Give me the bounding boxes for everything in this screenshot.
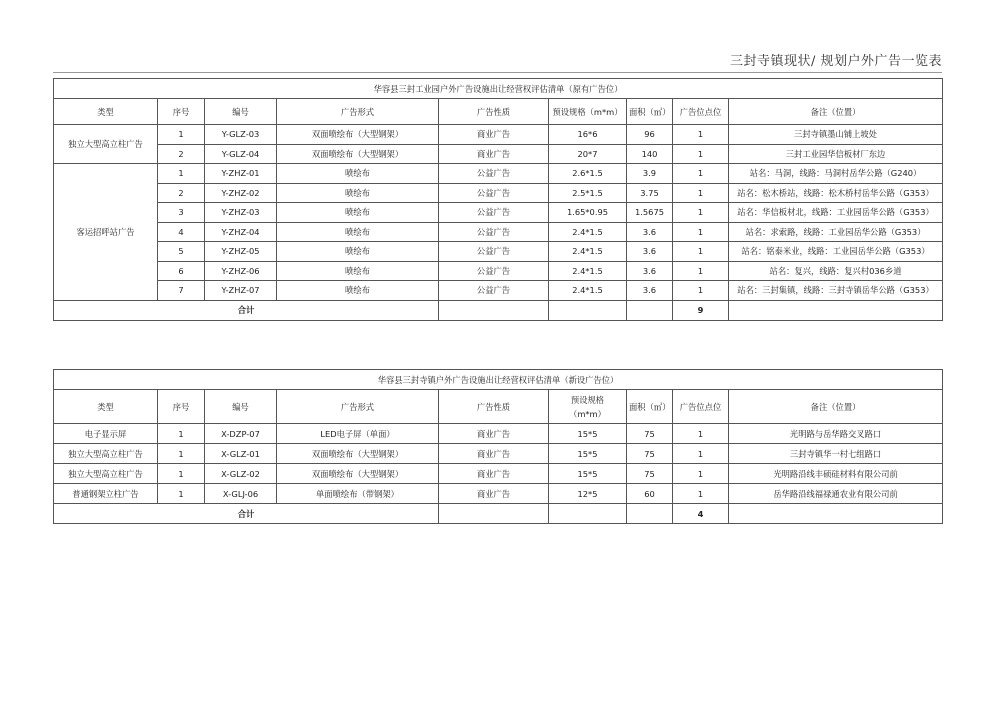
table-cell: 96: [627, 125, 673, 145]
table-row: [54, 164, 943, 184]
table-cell: 75: [627, 464, 673, 484]
table-cell: Y-ZHZ-03: [205, 203, 277, 223]
table-cell: [627, 504, 673, 524]
table-cell: 2.4*1.5: [549, 222, 627, 242]
table-cell: [729, 504, 943, 524]
table-title-row: [54, 370, 943, 390]
table-cell: 3.6: [627, 281, 673, 301]
table-row: [54, 281, 943, 301]
table-cell: 站名：求索路，线路：工业园岳华公路（G353）: [729, 222, 943, 242]
column-header: 类型: [54, 99, 158, 125]
column-header: 序号: [158, 390, 205, 424]
table-cell: 1: [673, 183, 729, 203]
column-header: 序号: [158, 99, 205, 125]
table-cell: 3.6: [627, 242, 673, 262]
table-cell: 1: [673, 125, 729, 145]
table-cell: 1: [158, 464, 205, 484]
table-cell: 喷绘布: [277, 261, 439, 281]
table-cell: [439, 504, 549, 524]
table-cell: 公益广告: [439, 242, 549, 262]
column-header: 面积（㎡）: [627, 390, 673, 424]
table-cell: 20*7: [549, 144, 627, 164]
table-cell: 公益广告: [439, 203, 549, 223]
table-cell: 1: [158, 164, 205, 184]
table-header-row: [54, 99, 943, 125]
column-header: 面积（㎡）: [627, 99, 673, 125]
table-cell: 站名：铭泰米业，线路：工业园岳华公路（G353）: [729, 242, 943, 262]
table-cell: 双面喷绘布（大型钢架）: [277, 125, 439, 145]
table-cell: 1: [158, 444, 205, 464]
table-row: [54, 261, 943, 281]
table-cell: 独立大型高立柱广告: [54, 464, 158, 484]
table-cell: 单面喷绘布（带钢架）: [277, 484, 439, 504]
table-row: [54, 203, 943, 223]
table-cell: 1: [673, 164, 729, 184]
table-cell: 站名：三封集镇，线路：三封寺镇岳华公路（G353）: [729, 281, 943, 301]
table-cell: 独立大型高立柱广告: [54, 444, 158, 464]
table-cell: 2: [158, 183, 205, 203]
column-header: 编号: [205, 99, 277, 125]
table-cell: 商业广告: [439, 424, 549, 444]
table-new-ad-sites: [53, 369, 943, 524]
table-cell: 双面喷绘布（大型钢架）: [277, 464, 439, 484]
table-cell: 16*6: [549, 125, 627, 145]
table-cell: Y-GLZ-03: [205, 125, 277, 145]
table-cell: 2: [158, 144, 205, 164]
table-cell: 双面喷绘布（大型钢架）: [277, 444, 439, 464]
table-cell: 1: [673, 203, 729, 223]
column-header: 广告形式: [277, 390, 439, 424]
table-cell: 公益广告: [439, 183, 549, 203]
table-cell: 商业广告: [439, 484, 549, 504]
table-title-row: [54, 79, 943, 99]
table-cell: 1: [673, 242, 729, 262]
table-cell: 2.4*1.5: [549, 261, 627, 281]
table-cell: X-GLZ-01: [205, 444, 277, 464]
table-cell: 1: [673, 144, 729, 164]
table-cell: 1: [673, 444, 729, 464]
table-cell: Y-ZHZ-06: [205, 261, 277, 281]
total-value: 9: [673, 300, 729, 320]
table-cell: 站名：华信板材北，线路：工业园岳华公路（G353）: [729, 203, 943, 223]
table-cell: 1.65*0.95: [549, 203, 627, 223]
table-cell: 140: [627, 144, 673, 164]
table-cell: 三封工业园华信板材厂东边: [729, 144, 943, 164]
table-cell: X-GLZ-02: [205, 464, 277, 484]
table-cell: 15*5: [549, 464, 627, 484]
table-cell: Y-ZHZ-05: [205, 242, 277, 262]
table-cell: X-GLJ-06: [205, 484, 277, 504]
table-cell: 光明路与岳华路交叉路口: [729, 424, 943, 444]
table-cell: 电子显示屏: [54, 424, 158, 444]
header-divider: [53, 72, 942, 73]
total-row: [54, 504, 943, 524]
table-cell: 7: [158, 281, 205, 301]
table-cell: 商业广告: [439, 464, 549, 484]
table-cell: 喷绘布: [277, 222, 439, 242]
table-cell: 公益广告: [439, 281, 549, 301]
table-cell: 1: [673, 261, 729, 281]
table-cell: 公益广告: [439, 222, 549, 242]
table-cell: [627, 300, 673, 320]
table-cell: 60: [627, 484, 673, 504]
table-title: 华容县三封工业园户外广告设施出让经营权评估清单（原有广告位）: [54, 79, 943, 99]
table-header-row: [54, 390, 943, 424]
table-cell: Y-ZHZ-07: [205, 281, 277, 301]
table-cell: 5: [158, 242, 205, 262]
type-cell: 客运招呼站广告: [54, 164, 158, 301]
column-header: 编号: [205, 390, 277, 424]
table-row: [54, 125, 943, 145]
table-row: [54, 484, 943, 504]
column-header: 预设规格（m*m）: [549, 390, 627, 424]
page-title: 三封寺镇现状/ 规划户外广告一览表: [729, 54, 942, 69]
table-cell: [549, 300, 627, 320]
table-cell: 1: [673, 281, 729, 301]
table-row: [54, 424, 943, 444]
table-cell: 站名：马洞，线路：马洞村岳华公路（G240）: [729, 164, 943, 184]
table-cell: 6: [158, 261, 205, 281]
table-cell: 15*5: [549, 444, 627, 464]
total-row: [54, 300, 943, 320]
column-header: 广告位点位: [673, 390, 729, 424]
table-row: [54, 444, 943, 464]
table-cell: [439, 300, 549, 320]
table-cell: 1: [673, 424, 729, 444]
table-cell: 3.6: [627, 222, 673, 242]
table-cell: Y-GLZ-04: [205, 144, 277, 164]
table-cell: 三封寺镇华一村七组路口: [729, 444, 943, 464]
table-cell: 75: [627, 424, 673, 444]
table-cell: X-DZP-07: [205, 424, 277, 444]
column-header: 备注（位置）: [729, 99, 943, 125]
table-cell: 商业广告: [439, 125, 549, 145]
table-cell: 4: [158, 222, 205, 242]
table-cell: 1.5675: [627, 203, 673, 223]
table-cell: 2.5*1.5: [549, 183, 627, 203]
table-row: [54, 183, 943, 203]
table-title: 华容县三封寺镇户外广告设施出让经营权评估清单（新设广告位）: [54, 370, 943, 390]
table-cell: [729, 300, 943, 320]
column-header: 广告形式: [277, 99, 439, 125]
table-cell: 双面喷绘布（大型钢架）: [277, 144, 439, 164]
table-cell: 3.75: [627, 183, 673, 203]
table-cell: 喷绘布: [277, 203, 439, 223]
table-row: [54, 464, 943, 484]
table-cell: 15*5: [549, 424, 627, 444]
table-cell: 喷绘布: [277, 242, 439, 262]
type-cell: 独立大型高立柱广告: [54, 125, 158, 164]
table-cell: 公益广告: [439, 261, 549, 281]
table-cell: 3.9: [627, 164, 673, 184]
table-cell: 2.4*1.5: [549, 242, 627, 262]
table-cell: 2.4*1.5: [549, 281, 627, 301]
total-label: 合计: [54, 504, 439, 524]
table-cell: 喷绘布: [277, 281, 439, 301]
table-cell: 75: [627, 444, 673, 464]
table-cell: 3: [158, 203, 205, 223]
table-cell: LED电子屏（单面）: [277, 424, 439, 444]
column-header: 广告性质: [439, 390, 549, 424]
total-value: 4: [673, 504, 729, 524]
column-header: 类型: [54, 390, 158, 424]
table-cell: 商业广告: [439, 444, 549, 464]
table-row: [54, 242, 943, 262]
table-cell: 1: [673, 222, 729, 242]
table-cell: Y-ZHZ-01: [205, 164, 277, 184]
table-cell: 光明路沿线丰硕硅材料有限公司前: [729, 464, 943, 484]
column-header: 广告性质: [439, 99, 549, 125]
column-header: 备注（位置）: [729, 390, 943, 424]
table-cell: 商业广告: [439, 144, 549, 164]
table-row: [54, 144, 943, 164]
column-header: 广告位点位: [673, 99, 729, 125]
total-label: 合计: [54, 300, 439, 320]
table-cell: 喷绘布: [277, 164, 439, 184]
table-cell: 公益广告: [439, 164, 549, 184]
table-cell: 三封寺镇墨山铺上坡处: [729, 125, 943, 145]
table-existing-ad-sites: [53, 78, 943, 321]
table-cell: 喷绘布: [277, 183, 439, 203]
table-cell: 普通钢架立柱广告: [54, 484, 158, 504]
table-cell: 1: [673, 484, 729, 504]
table-cell: [549, 504, 627, 524]
table-cell: 岳华路沿线福禄通农业有限公司前: [729, 484, 943, 504]
table-row: [54, 222, 943, 242]
table-cell: 1: [158, 125, 205, 145]
table-cell: 1: [158, 424, 205, 444]
table-cell: 12*5: [549, 484, 627, 504]
table-cell: Y-ZHZ-04: [205, 222, 277, 242]
table-cell: 3.6: [627, 261, 673, 281]
table-cell: 1: [673, 464, 729, 484]
table-cell: Y-ZHZ-02: [205, 183, 277, 203]
table-cell: 2.6*1.5: [549, 164, 627, 184]
column-header: 预设规格（m*m）: [549, 99, 627, 125]
table-cell: 1: [158, 484, 205, 504]
table-cell: 站名：松木桥站，线路：松木桥村岳华公路（G353）: [729, 183, 943, 203]
table-cell: 站名：复兴，线路：复兴村036乡道: [729, 261, 943, 281]
